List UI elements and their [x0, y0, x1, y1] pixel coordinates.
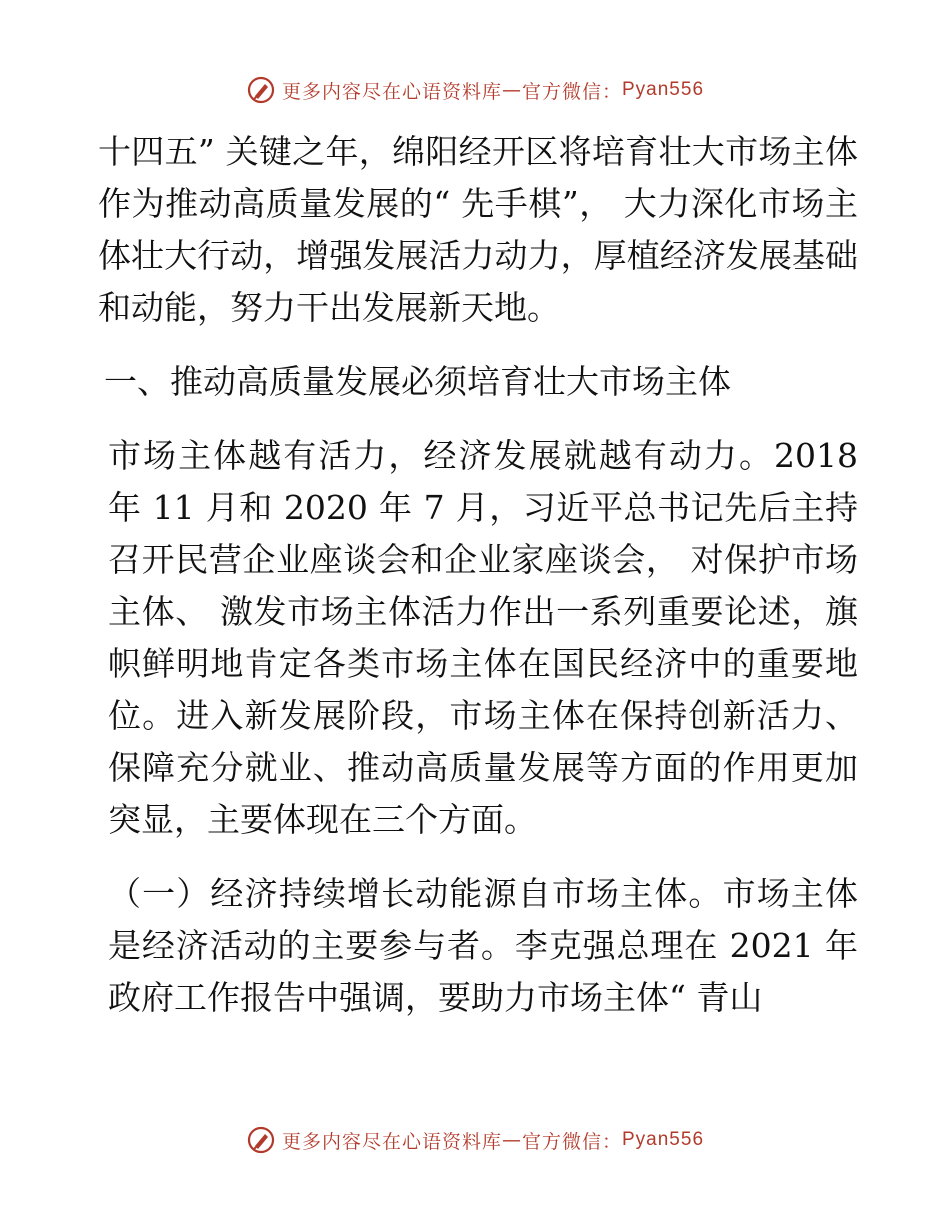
banner-contact-label: 官方微信：: [521, 80, 622, 103]
banner-brand-text: 更多内容尽在心语资料库: [281, 1130, 502, 1153]
body-paragraph-subsection-1: （一）经济持续增长动能源自市场主体。市场主体是经济活动的主要参与者。李克强总理在 2021 年政府工作报告中强调，要助力市场主体“ 青山: [108, 874, 858, 1017]
footer-watermark-banner: [0, 1120, 950, 1160]
quill-pen-logo-icon: [246, 1125, 276, 1155]
document-body: [98, 126, 858, 1024]
quill-pen-logo-icon: [246, 75, 276, 105]
banner-brand-text: 更多内容尽在心语资料库: [281, 80, 502, 103]
banner-separator: —: [501, 1129, 522, 1151]
banner-wechat-id: Pyan556: [622, 1129, 705, 1150]
body-paragraph-market: 市场主体越有活力，经济发展就越有动力。2018 年 11 月和 2020 年 7 月，习近平总书记先后主持召开民营企业座谈会和企业家座谈会， 对保护市场主体、 激发市场主体活力作出一系列重要论述，旗帜鲜明地肯定各类市场主体在国民经济中的重要地位。进入新发展阶段，市场主体在保持创新活力、保障充分就业、推动高质量发展等方面的作用更加突显，主要体现在三个方面。: [108, 436, 858, 839]
section-heading-1: 一、推动高质量发展必须培育壮大市场主体: [104, 362, 731, 401]
banner-contact-label: 官方微信：: [521, 1130, 622, 1153]
banner-wechat-id: Pyan556: [622, 79, 705, 100]
header-watermark-banner: [0, 70, 950, 110]
banner-separator: —: [501, 79, 522, 101]
body-paragraph-intro: 十四五” 关键之年，绵阳经开区将培育壮大市场主体作为推动高质量发展的“ 先手棋”， 大力深化市场主体壮大行动，增强发展活力动力，厚植经济发展基础和动能，努力干出发展新天地。: [98, 132, 858, 327]
